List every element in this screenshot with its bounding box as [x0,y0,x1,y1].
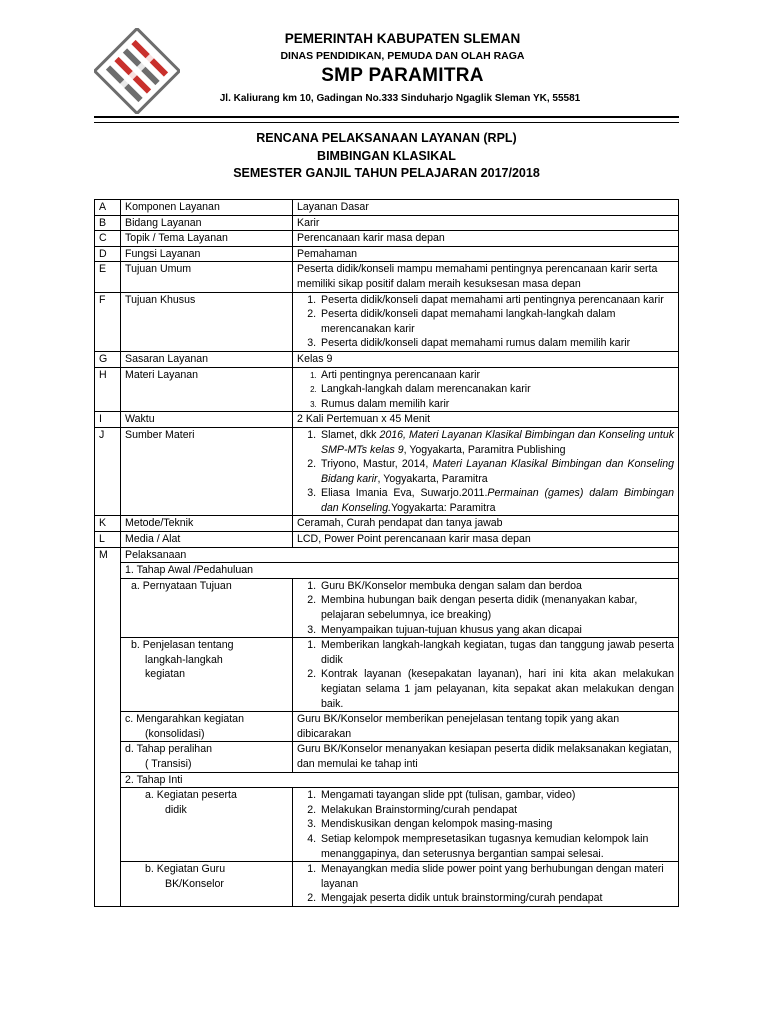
school-logo-icon [94,28,180,114]
list-item: 1. Arti pentingnya perencanaan karir [319,368,674,383]
sumber-materi-list [297,428,674,516]
list-item: 2. Mengajak peserta didik untuk brainstorming/curah pendapat [319,891,674,906]
sub-label: d. Tahap peralihan ( Transisi) [121,742,293,772]
row-code: B [95,215,121,231]
list-item: 1. Memberikan langkah-langkah kegiatan, tugas dan tanggung jawab peserta didik [319,638,674,667]
table-row [95,246,679,262]
list-item: 2. Membina hubungan baik dengan peserta didik (menanyakan kabar, pelajaran sebelumnya, ice breaking) [319,593,674,622]
tahap-awal-heading: 1. Tahap Awal /Pedahuluan [121,563,679,579]
sub-label: a. Pernyataan Tujuan [121,578,293,637]
list-item: 2. Triyono, Mastur, 2014, Materi Layanan Klasikal Bimbingan dan Konseling Bidang karir, Yogyakarta, Paramitra [319,457,674,486]
table-row [95,367,679,412]
row-code: A [95,200,121,216]
letterhead-divider [94,116,679,123]
table-row [95,638,679,712]
table-row [95,412,679,428]
row-label: Sasaran Layanan [121,351,293,367]
list-item: 4. Setiap kelompok mempresetasikan tugasnya kemudian kelompok lain menanggapinya, dan seterusnya bergantian sampai selesai. [319,832,674,861]
table-row [95,262,679,292]
row-value: Layanan Dasar [293,200,679,216]
sub-label: c. Mengarahkan kegiatan (konsolidasi) [121,712,293,742]
row-code: D [95,246,121,262]
row-label: Sumber Materi [121,427,293,516]
row-value [293,367,679,412]
sub-value: Guru BK/Konselor memberikan penejelasan tentang topik yang akan dibicarakan [293,712,679,742]
list-item: 1. Mengamati tayangan slide ppt (tulisan, gambar, video) [319,788,674,803]
sub-label: b. Penjelasan tentang langkah-langkah kegiatan [121,638,293,712]
table-row [95,788,679,862]
row-value: 2 Kali Pertemuan x 45 Menit [293,412,679,428]
row-code: L [95,532,121,548]
list-item: 1. Guru BK/Konselor membuka dengan salam dan berdoa [319,579,674,594]
row-label: Fungsi Layanan [121,246,293,262]
row-label: Waktu [121,412,293,428]
table-row [95,712,679,742]
tujuan-khusus-list [297,293,674,351]
table-row [95,200,679,216]
materi-list [297,368,674,412]
table-row [95,427,679,516]
row-label: Metode/Teknik [121,516,293,532]
row-label: Tujuan Umum [121,262,293,292]
kegiatan-guru-list [297,862,674,906]
tahap-inti-heading: 2. Tahap Inti [121,772,679,788]
row-label: Komponen Layanan [121,200,293,216]
letterhead-department: DINAS PENDIDIKAN, PEMUDA DAN OLAH RAGA [280,50,525,62]
row-value: Peserta didik/konseli mampu memahami pentingnya perencanaan karir serta memiliki sikap positif dalam meraih kesuksesan masa depan [293,262,679,292]
row-code: E [95,262,121,292]
row-value: Perencanaan karir masa depan [293,231,679,247]
list-item: 1. Menayangkan media slide power point yang berhubungan dengan materi layanan [319,862,674,891]
sub-label: b. Kegiatan Guru BK/Konselor [121,862,293,907]
row-code: M [95,547,121,906]
row-value: Kelas 9 [293,351,679,367]
list-item: 3. Eliasa Imania Eva, Suwarjo.2011.Permainan (games) dalam Bimbingan dan Konseling.Yogyakarta: Paramitra [319,486,674,515]
penjelasan-list [297,638,674,711]
table-row [95,292,679,351]
list-item: 2. Melakukan Brainstorming/curah pendapat [319,803,674,818]
pernyataan-tujuan-list [297,579,674,637]
list-item: 2. Kontrak layanan (kesepakatan layanan), hari ini kita akan melakukan kegiatan selama 1 jam pelayanan, kita sepakat akan melakukan dengan baik. [319,667,674,711]
row-code: F [95,292,121,351]
sub-value: Guru BK/Konselor menanyakan kesiapan peserta didik melaksanakan kegiatan, dan memulai ke tahap inti [293,742,679,772]
table-row [95,231,679,247]
row-code: K [95,516,121,532]
sub-value [293,578,679,637]
title-line-3: SEMESTER GANJIL TAHUN PELAJARAN 2017/2018 [233,166,540,180]
table-row [95,772,679,788]
title-line-1: RENCANA PELAKSANAAN LAYANAN (RPL) [256,131,517,145]
row-value: Pemahaman [293,246,679,262]
letterhead [185,30,620,104]
sub-value [293,862,679,907]
row-code: H [95,367,121,412]
title-line-2: BIMBINGAN KLASIKAL [317,148,456,163]
list-item: 3. Peserta didik/konseli dapat memahami rumus dalam memilih karir [319,336,674,351]
row-label: Pelaksanaan [121,547,679,563]
list-item: 2. Langkah-langkah dalam merencanakan karir [319,382,674,397]
row-label: Tujuan Khusus [121,292,293,351]
row-code: I [95,412,121,428]
table-row [95,215,679,231]
row-value [293,292,679,351]
letterhead-address: Jl. Kaliurang km 10, Gadingan No.333 Sinduharjo Ngaglik Sleman YK, 55581 [219,93,581,104]
list-item: 1. Peserta didik/konseli dapat memahami arti pentingnya perencanaan karir [319,293,674,308]
row-label: Media / Alat [121,532,293,548]
kegiatan-peserta-list [297,788,674,861]
table-row [95,563,679,579]
list-item: 2. Peserta didik/konseli dapat memahami langkah-langkah dalam merencanakan karir [319,307,674,336]
table-row [95,578,679,637]
sub-value [293,788,679,862]
table-row [95,862,679,907]
row-label: Topik / Tema Layanan [121,231,293,247]
row-code: C [95,231,121,247]
row-label: Bidang Layanan [121,215,293,231]
rpl-table [94,199,679,907]
table-row [95,532,679,548]
sub-value [293,638,679,712]
list-item: 3. Rumus dalam memilih karir [319,397,674,412]
document-title [94,130,679,183]
row-value: Karir [293,215,679,231]
sub-label: a. Kegiatan peserta didik [121,788,293,862]
list-item: 3. Menyampaikan tujuan-tujuan khusus yang akan dicapai [319,623,674,638]
row-label: Materi Layanan [121,367,293,412]
table-row [95,516,679,532]
row-value [293,427,679,516]
row-code: G [95,351,121,367]
letterhead-government: PEMERINTAH KABUPATEN SLEMAN [284,31,521,46]
table-row [95,742,679,772]
row-code: J [95,427,121,516]
list-item: 1. Slamet, dkk 2016, Materi Layanan Klasikal Bimbingan dan Konseling untuk SMP-MTs kelas 9, Yogyakarta, Paramitra Publishing [319,428,674,457]
list-item: 3. Mendiskusikan dengan kelompok masing-masing [319,817,674,832]
row-value: Ceramah, Curah pendapat dan tanya jawab [293,516,679,532]
row-value: LCD, Power Point perencanaan karir masa depan [293,532,679,548]
table-row [95,547,679,563]
letterhead-school: SMP PARAMITRA [321,65,484,86]
table-row [95,351,679,367]
